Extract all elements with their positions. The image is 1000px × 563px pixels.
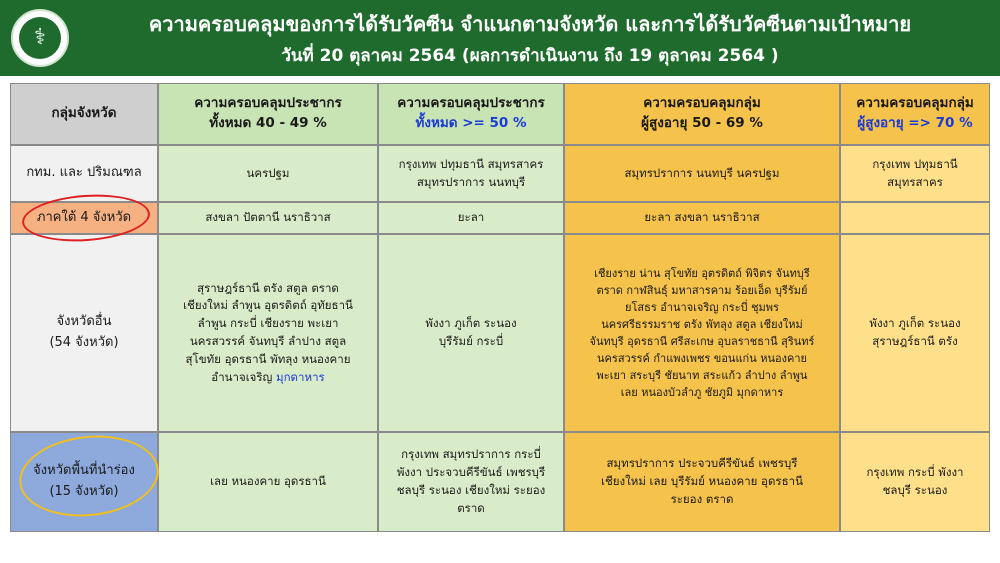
cell-pilot-col1: เลย หนองคาย อุดรธานี [158,432,378,532]
moph-logo [11,9,69,67]
header-col4: ความครอบคลุมกลุ่ม ผู้สูงอายุ => 70 % [840,83,990,145]
header-col2: ความครอบคลุมประชากร ทั้งหมด >= 50 % [378,83,564,145]
row-label-pilot: จังหวัดพื้นที่นำร่อง (15 จังหวัด) [10,432,158,532]
cell-pilot-col4: กรุงเทพ กระบี่ พังงา ชลบุรี ระนอง [840,432,990,532]
header-col3: ความครอบคลุมกลุ่ม ผู้สูงอายุ 50 - 69 % [564,83,840,145]
cell-pilot-col3: สมุทรปราการ ประจวบคีรีขันธ์ เพชรบุรี เชียงใหม่ เลย บุรีรัมย์ หนองคาย อุดรธานี ระยอง ตราด [564,432,840,532]
caduceus-icon: ⚕ [19,17,61,59]
cell-bkk-col4: กรุงเทพ ปทุมธานี สมุทรสาคร [840,145,990,202]
cell-other-col4: พังงา ภูเก็ต ระนอง สุราษฎร์ธานี ตรัง [840,234,990,432]
other-col1-last-line: อำนาจเจริญ มุกดาหาร [211,369,325,384]
row-label-other: จังหวัดอื่น (54 จังหวัด) [10,234,158,432]
cell-pilot-col2: กรุงเทพ สมุทรปราการ กระบี่ พังงา ประจวบคีรีขันธ์ เพชรบุรี ชลบุรี ระนอง เชียงใหม่ ระยอง ตราด [378,432,564,532]
cell-south-col4 [840,202,990,234]
cell-south-col1: สงขลา ปัตตานี นราธิวาส [158,202,378,234]
cell-bkk-col2: กรุงเทพ ปทุมธานี สมุทรสาคร สมุทรปราการ นนทบุรี [378,145,564,202]
cell-other-col3: เชียงราย น่าน สุโขทัย อุตรดิตถ์ พิจิตร จันทบุรี ตราด กาฬสินธุ์ มหาสารคาม ร้อยเอ็ด บุรีรัมย์ ยโสธร อำนาจเจริญ กระบี่ ชุมพร นครศรีธรรมราช ตรัง พัทลุง สตูล เชียงใหม่ จันทบุรี อุดรธานี ศรีสะเกษ อุบลราชธานี สุรินทร์ นครสวรรค์ กำแพงเพชร ขอนแก่น หนองคาย พะเยา สระบุรี ชัยนาท สระแก้ว ลำปาง ลำพูน เลย หนองบัวลำภู ชัยภูมิ มุกดาหาร [564,234,840,432]
page-subtitle: วันที่ 20 ตุลาคม 2564 (ผลการดำเนินงาน ถึง 19 ตุลาคม 2564 ) [281,46,779,66]
row-label-bkk: กทม. และ ปริมณฑล [10,145,158,202]
header-group: กลุ่มจังหวัด [10,83,158,145]
cell-other-col2: พังงา ภูเก็ต ระนอง บุรีรัมย์ กระบี่ [378,234,564,432]
row-label-south: ภาคใต้ 4 จังหวัด [10,202,158,234]
header-col1: ความครอบคลุมประชากร ทั้งหมด 40 - 49 % [158,83,378,145]
cell-bkk-col1: นครปฐม [158,145,378,202]
page-title: ความครอบคลุมของการได้รับวัคซีน จำแนกตามจังหวัด และการได้รับวัคซีนตามเป้าหมาย [148,12,912,36]
cell-bkk-col3: สมุทรปราการ นนทบุรี นครปฐม [564,145,840,202]
cell-south-col2: ยะลา [378,202,564,234]
cell-other-col1: สุราษฎร์ธานี ตรัง สตูล ตราด เชียงใหม่ ลำพูน อุตรดิตถ์ อุทัยธานี ลำพูน กระบี่ เชียงราย พะเยา นครสวรรค์ จันทบุรี ลำปาง สตูล สุโขทัย อุดรธานี พัทลุง หนองคาย อำนาจเจริญ มุกดาหาร [158,234,378,432]
cell-south-col3: ยะลา สงขลา นราธิวาส [564,202,840,234]
title-banner [0,0,1000,76]
